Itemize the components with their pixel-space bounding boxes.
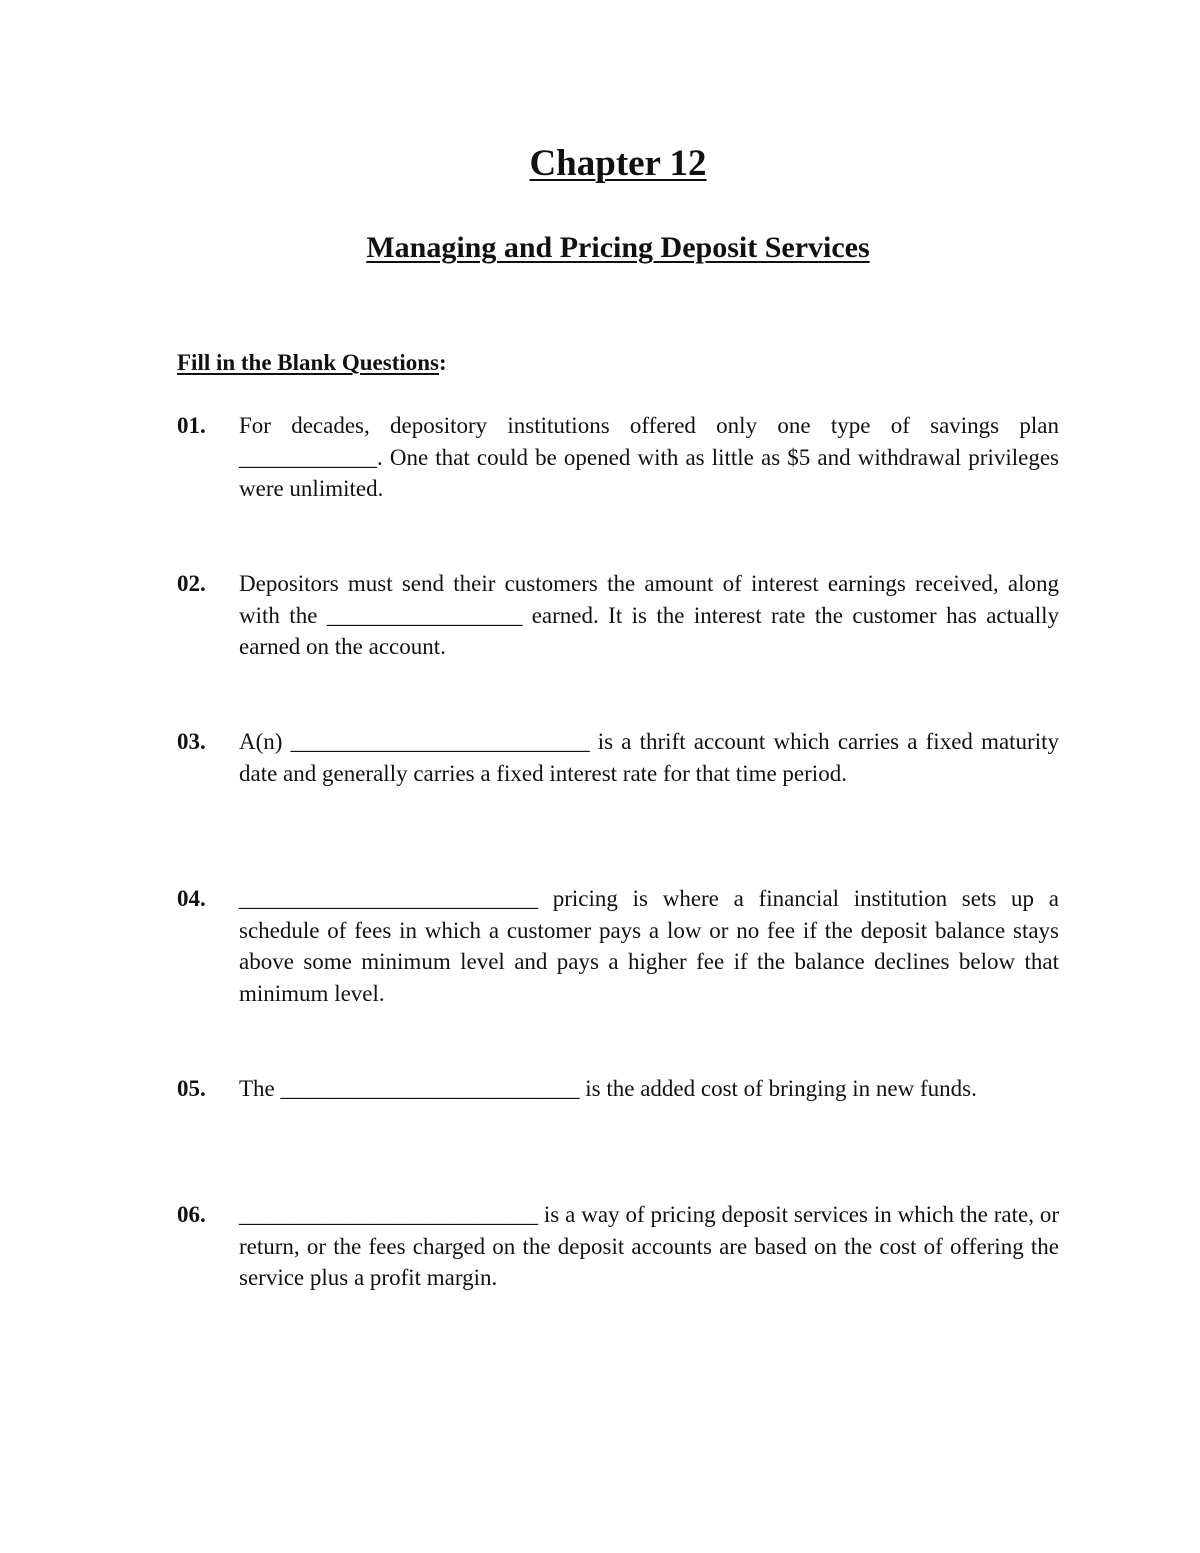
question-number: 03. — [177, 729, 206, 754]
question-text: For decades, depository institutions offered only one type of savings plan ____________. One that could be opened with as little as $5 and withdrawal privileges were unlimited. — [239, 413, 1059, 501]
section-heading-colon: : — [439, 350, 447, 375]
question-number: 05. — [177, 1076, 206, 1101]
question-text: Depositors must send their customers the amount of interest earnings received, along with the _________________ earned. It is the interest rate the customer has actually earned on the account. — [239, 571, 1059, 659]
section-heading — [177, 347, 447, 379]
question-text: A(n) __________________________ is a thrift account which carries a fixed maturity date and generally carries a fixed interest rate for that time period. — [239, 729, 1059, 786]
chapter-title: Chapter 12 — [529, 143, 707, 184]
question-number: 01. — [177, 413, 206, 438]
section-heading-text: Fill in the Blank Questions — [177, 350, 440, 375]
chapter-subtitle: Managing and Pricing Deposit Services — [366, 231, 870, 264]
question-text: __________________________ is a way of pricing deposit services in which the rate, or return, or the fees charged on the deposit accounts are based on the cost of offering the service plus a profit margin. — [239, 1202, 1059, 1290]
question-number: 02. — [177, 571, 206, 596]
question-text: __________________________ pricing is where a financial institution sets up a schedule of fees in which a customer pays a low or no fee if the deposit balance stays above some minimum level and pays a higher fee if the balance declines below that minimum level. — [239, 886, 1059, 1006]
question-text: The __________________________ is the added cost of bringing in new funds. — [239, 1076, 977, 1101]
question-number: 06. — [177, 1202, 206, 1227]
question-number: 04. — [177, 886, 206, 911]
